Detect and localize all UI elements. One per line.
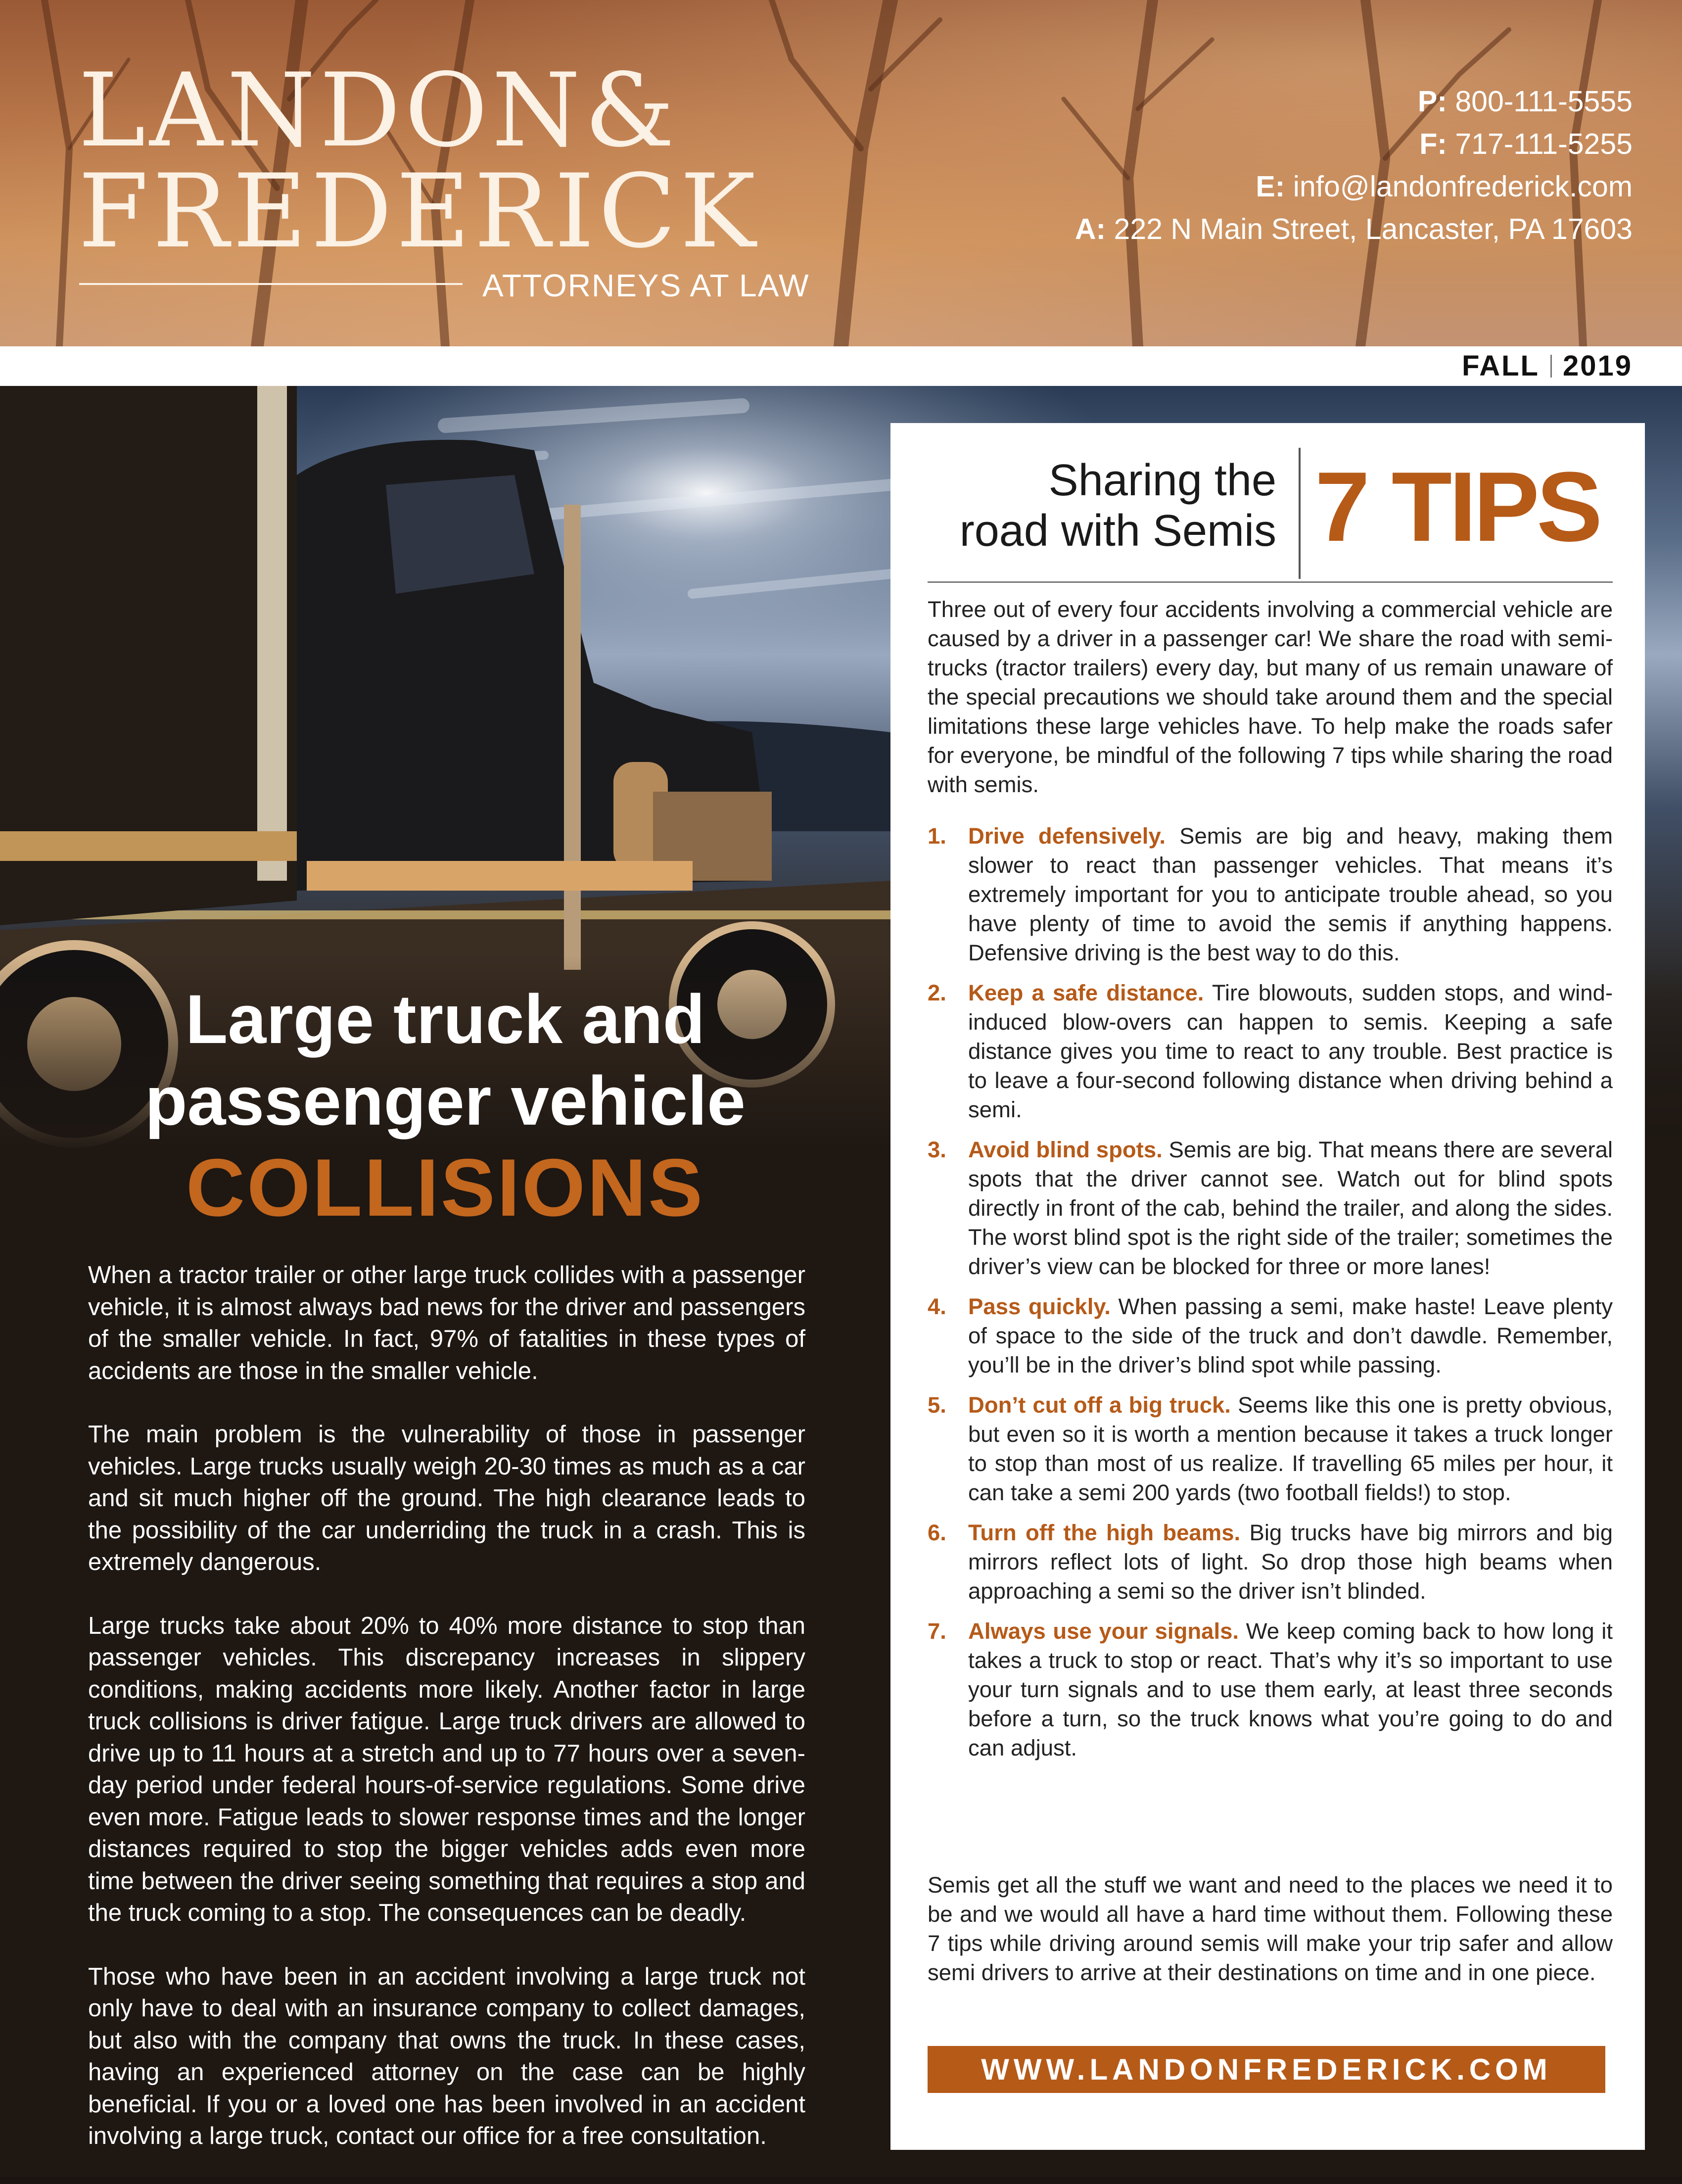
tip-number: 5. bbox=[928, 1392, 946, 1418]
address-label: A: bbox=[1075, 213, 1106, 245]
tip-item bbox=[928, 1135, 1613, 1281]
email-link[interactable]: info@landonfrederick.com bbox=[1293, 170, 1633, 203]
fax-label: F: bbox=[1419, 128, 1447, 160]
article-paragraph: The main problem is the vulnerability of those in passenger vehicles. Large trucks usually weigh 20-30 times as much as a car and sit much higher off the ground. The high clearance leads to the possibility of the car underriding the truck in a crash. This is extremely dangerous. bbox=[88, 1421, 805, 1575]
tip-body: Semis are big and heavy, making them slower to react than passenger vehicles. That means it’s extremely important for you to anticipate trouble ahead, so you have plenty of time to avoid the semis if anything happens. Defensive driving is the best way to do this. bbox=[968, 823, 1613, 965]
logo-wordmark-line1: LANDON& bbox=[78, 52, 679, 170]
tip-title: Pass quickly. bbox=[968, 1294, 1111, 1319]
tips-heading-divider bbox=[1299, 448, 1301, 579]
tip-number: 2. bbox=[928, 980, 946, 1005]
contact-phone bbox=[1075, 80, 1633, 123]
email-label: E: bbox=[1256, 170, 1285, 203]
address-text: 222 N Main Street, Lancaster, PA 17603 bbox=[1114, 213, 1633, 245]
tip-item bbox=[928, 821, 1613, 967]
tips-outro: Semis get all the stuff we want and need to the places we need it to be and we would all have a hard time without them. Following these 7 tips while driving around semis will make your trip safer and allow semi drivers to arrive at their destinations on time and in one piece. bbox=[928, 1872, 1613, 1985]
issue-date bbox=[1462, 349, 1633, 382]
tip-body: Big trucks have big mirrors and big mirrors reflect lots of light. So drop those high beams when approaching a semi so the driver isn’t blinded. bbox=[968, 1520, 1613, 1604]
tip-item bbox=[928, 978, 1613, 1124]
issue-divider bbox=[1550, 355, 1552, 378]
tip-item bbox=[928, 1390, 1613, 1507]
tip-body: Semis are big. That means there are several spots that the driver cannot see. Watch out for blind spots directly in front of the cab, behind the trailer, and along the sides. The worst blind spot is the right side of the trailer; sometimes the driver’s view can be blocked for three or more lanes! bbox=[968, 1137, 1613, 1279]
logo-tagline: ATTORNEYS AT LAW bbox=[482, 268, 810, 303]
issue-band bbox=[0, 346, 1682, 386]
phone-label: P: bbox=[1417, 85, 1447, 118]
tip-title: Always use your signals. bbox=[968, 1618, 1239, 1644]
feature-headline-line1: Large truck and bbox=[185, 980, 705, 1058]
tip-title: Turn off the high beams. bbox=[968, 1520, 1241, 1545]
feature-article bbox=[88, 1259, 805, 2184]
tip-body: We keep coming back to how long it takes a truck to stop or react. That’s why it’s so important to use your turn signals and to use them early, at least three seconds before a turn, so the truck knows what you’re going to do and can adjust. bbox=[968, 1618, 1613, 1760]
issue-season: FALL bbox=[1461, 350, 1540, 382]
tip-title: Don’t cut off a big truck. bbox=[968, 1392, 1231, 1418]
contact-email bbox=[1075, 165, 1633, 208]
tip-title: Drive defensively. bbox=[968, 823, 1166, 849]
tips-intro: Three out of every four accidents involving a commercial vehicle are caused by a driver in a passenger car! We share the road with semi-trucks (tractor trailers) every day, but many of us remain unaware of the special precautions we should take around them and the special limitations these large vehicles have. To help make the roads safer for everyone, be mindful of the following 7 tips while sharing the road with semis. bbox=[928, 597, 1613, 797]
issue-year: 2019 bbox=[1562, 350, 1633, 382]
tip-number: 4. bbox=[928, 1294, 946, 1319]
tip-number: 6. bbox=[928, 1520, 946, 1545]
tip-item bbox=[928, 1616, 1613, 1762]
tip-body: When passing a semi, make haste! Leave plenty of space to the side of the truck and don’t dawdle. Remember, you’ll be in the driver’s blind spot while passing. bbox=[968, 1294, 1613, 1377]
tip-number: 1. bbox=[928, 823, 946, 849]
logo-wordmark-line2: FREDERICK bbox=[78, 153, 760, 271]
tip-item bbox=[928, 1292, 1613, 1379]
tips-heading-rule bbox=[928, 581, 1613, 583]
tips-heading-big: 7 TIPS bbox=[1315, 452, 1600, 562]
tip-body: Seems like this one is pretty obvious, but even so it is worth a mention because it takes a truck longer to stop than most of us realize. If travelling 65 miles per hour, it can take a semi 200 yards (two football fields!) to stop. bbox=[968, 1392, 1613, 1505]
phone-number[interactable]: 800-111-5555 bbox=[1455, 85, 1633, 118]
tips-heading-line2: road with Semis bbox=[959, 506, 1276, 556]
tip-number: 7. bbox=[928, 1618, 946, 1644]
contact-fax bbox=[1075, 123, 1633, 165]
tips-heading-line1: Sharing the bbox=[1048, 456, 1276, 505]
tip-body: Tire blowouts, sudden stops, and wind-induced blow-overs can happen to semis. Keeping a safe distance gives you time to react to any trouble. Best practice is to leave a four-second following distance when driving behind a semi. bbox=[968, 980, 1613, 1122]
masthead bbox=[0, 0, 1682, 346]
article-paragraph: Large trucks take about 20% to 40% more distance to stop than passenger vehicles. This discrepancy increases in slippery conditions, making accidents more likely. Another factor in large truck collisions is driver fatigue. Large truck drivers are allowed to drive up to 11 hours at a stretch and up to 77 hours over a seven-day period under federal hours-of-service regulations. Some drive even more. Fatigue leads to slower response times and the longer distances required to stop the bigger vehicles adds even more time between the driver seeing something that requires a stop and the truck coming to a stop. The consequences can be deadly. bbox=[88, 1612, 805, 1926]
logo-divider bbox=[79, 283, 463, 285]
contact-address bbox=[1075, 208, 1633, 250]
tip-item bbox=[928, 1518, 1613, 1606]
article-paragraph: Those who have been in an accident involving a large truck not only have to deal with an insurance company to collect damages, but also with the company that owns the truck. In these cases, having an experienced attorney on the case can be highly beneficial. If you or a loved one has been involved in an accident involving a large truck, contact our office for a free consultation. bbox=[88, 1963, 805, 2149]
tip-title: Keep a safe distance. bbox=[968, 980, 1204, 1005]
tips-card-heading bbox=[915, 455, 1276, 556]
feature-headline-line2: passenger vehicle bbox=[145, 1062, 746, 1139]
feature-headline-accent: COLLISIONS bbox=[186, 1142, 705, 1233]
article-paragraph: When a tractor trailer or other large truck collides with a passenger vehicle, it is almost always bad news for the driver and passengers of the smaller vehicle. In fact, 97% of fatalities in these types of accidents are those in the smaller vehicle. bbox=[88, 1262, 805, 1384]
tips-list bbox=[928, 821, 1613, 1773]
tip-number: 3. bbox=[928, 1137, 946, 1162]
fax-number: 717-111-5255 bbox=[1455, 128, 1633, 160]
website-link[interactable]: WWW.LANDONFREDERICK.COM bbox=[928, 2046, 1605, 2093]
contact-block bbox=[1075, 80, 1633, 250]
tip-title: Avoid blind spots. bbox=[968, 1137, 1163, 1162]
